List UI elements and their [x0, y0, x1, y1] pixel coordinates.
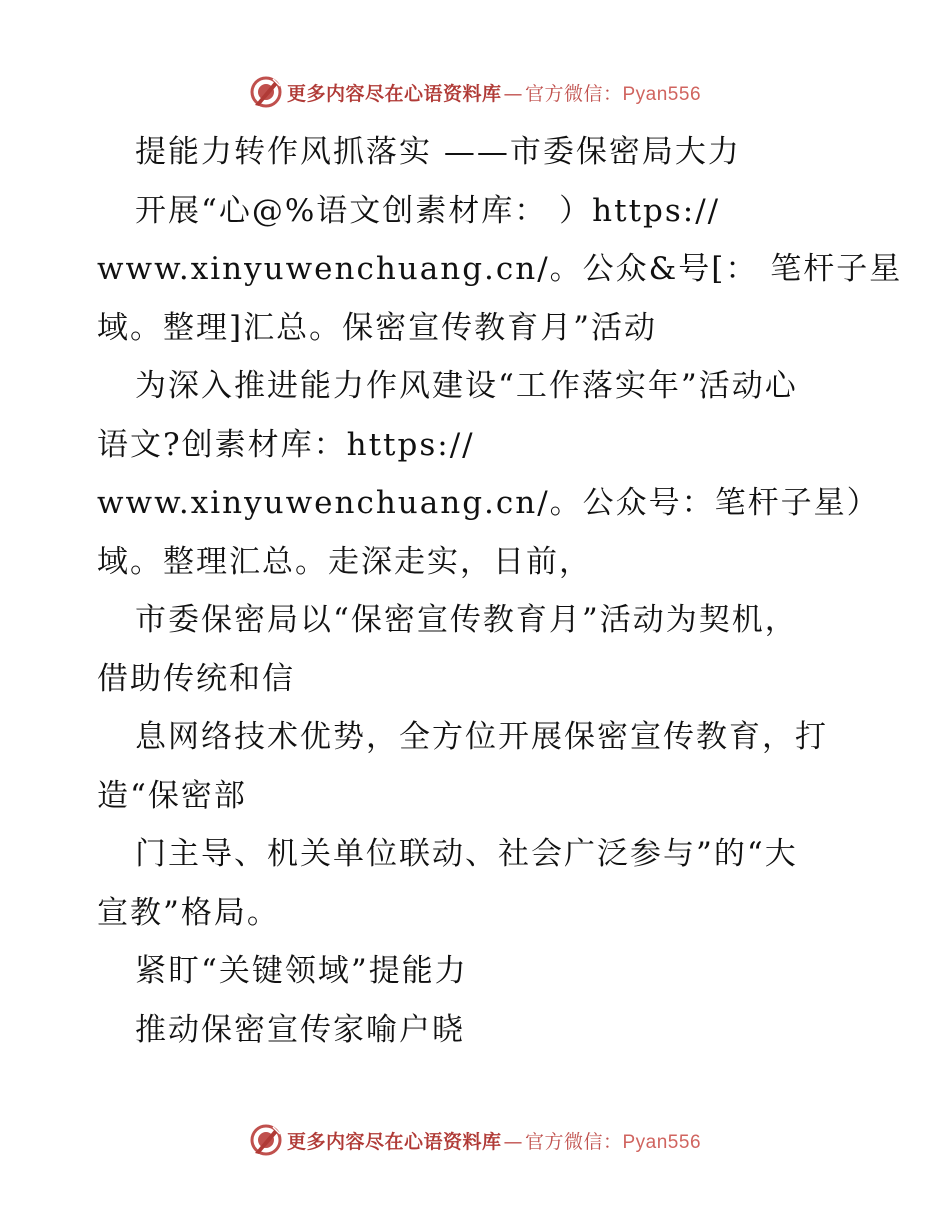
- body-line-14: 宣教”格局。: [97, 894, 280, 931]
- body-line-4: 域。整理]汇总。保密宣传教育月”活动: [97, 309, 657, 346]
- footer-banner: [0, 1120, 950, 1160]
- banner-text: [287, 1127, 701, 1154]
- body-line-3: www.xinyuwenchuang.cn/。公众&号[： 笔杆子星: [97, 251, 903, 287]
- body-line-8: 域。整理汇总。走深走实，日前，: [97, 543, 592, 580]
- body-line-7: www.xinyuwenchuang.cn/。公众号：笔杆子星）: [97, 485, 880, 521]
- banner-wechat-id: Pyan556: [622, 1131, 702, 1153]
- body-line-6: 语文?创素材库：https://: [97, 426, 475, 463]
- body-line-10: 借助传统和信: [97, 660, 295, 697]
- body-line-9: 市委保密局以“保密宣传教育月”活动为契机，: [135, 602, 798, 638]
- body-line-16: 推动保密宣传家喻户晓: [135, 1011, 465, 1048]
- quill-logo-icon: [249, 75, 283, 109]
- banner-wechat-id: Pyan556: [622, 83, 702, 105]
- body-line-2: 开展“心@%语文创素材库： ）https://: [135, 192, 721, 229]
- document-body: [97, 123, 903, 1059]
- quill-logo-icon: [249, 1123, 283, 1157]
- banner-dash: —: [503, 1130, 523, 1153]
- body-line-5: 为深入推进能力作风建设“工作落实年”活动心: [135, 368, 798, 404]
- body-line-13: 门主导、机关单位联动、社会广泛参与”的“大: [135, 836, 798, 872]
- banner-text: [287, 79, 701, 106]
- body-line-12: 造“保密部: [97, 777, 247, 814]
- banner-wechat-label: 官方微信：: [524, 1130, 623, 1153]
- banner-wechat-label: 官方微信：: [524, 82, 623, 105]
- header-banner: [0, 72, 950, 112]
- body-line-15: 紧盯“关键领域”提能力: [135, 953, 468, 989]
- body-line-11: 息网络技术优势，全方位开展保密宣传教育，打: [135, 719, 828, 755]
- body-line-1: 提能力转作风抓落实 ——市委保密局大力: [135, 134, 741, 170]
- banner-main-text: 更多内容尽在心语资料库: [286, 82, 502, 105]
- banner-dash: —: [503, 82, 523, 105]
- banner-main-text: 更多内容尽在心语资料库: [286, 1130, 502, 1153]
